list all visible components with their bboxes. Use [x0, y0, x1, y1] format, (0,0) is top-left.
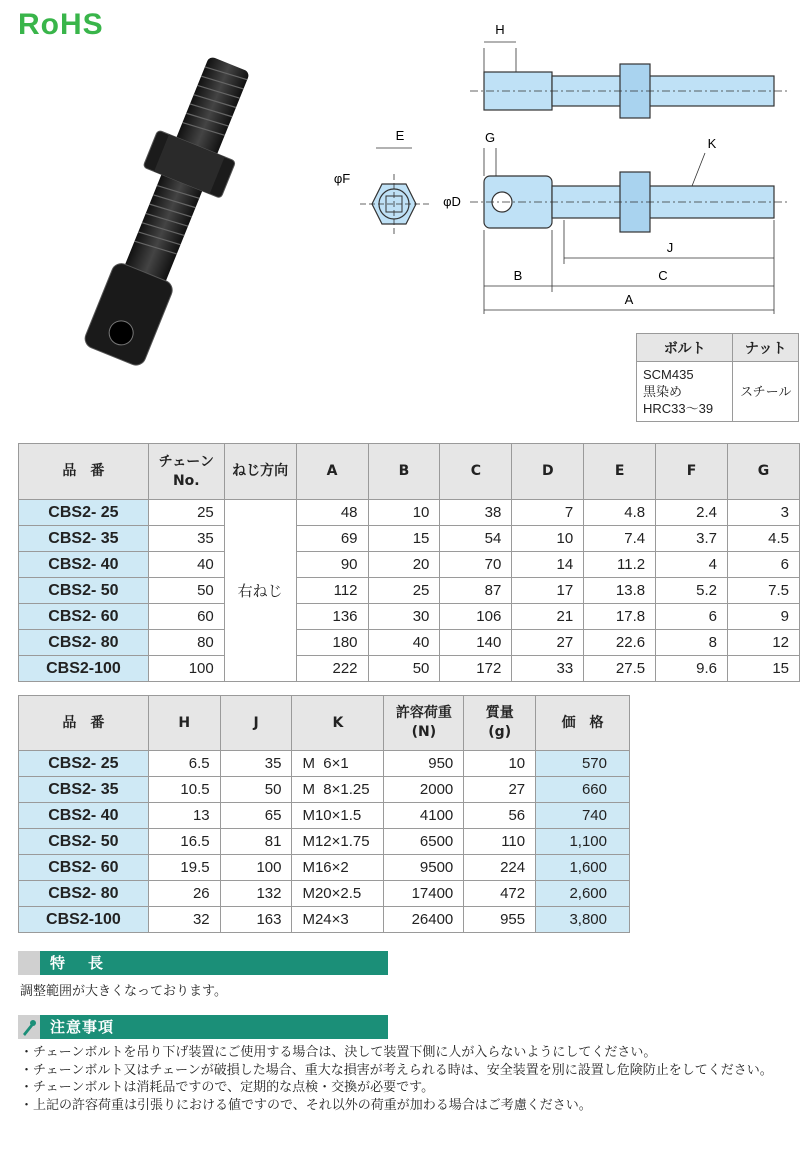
material-header-bolt: ボルト [637, 334, 733, 362]
dim-A: 48 [296, 500, 368, 526]
thread-K: M20×2.5 [292, 881, 384, 907]
table-row [19, 578, 800, 604]
price: 570 [536, 751, 630, 777]
cautions-heading: 注意事項 [18, 1015, 388, 1039]
label-E: E [395, 128, 405, 143]
dim-D: 7 [512, 500, 584, 526]
allowable-load: 2000 [384, 777, 464, 803]
dim-G: 4.5 [728, 526, 800, 552]
part-no: CBS2- 50 [19, 578, 149, 604]
dim-B: 20 [368, 552, 440, 578]
rohs-logo: RoHS [18, 8, 104, 41]
mass: 56 [464, 803, 536, 829]
allowable-load: 950 [384, 751, 464, 777]
chain-no: 80 [148, 630, 224, 656]
price: 1,600 [536, 855, 630, 881]
label-K: K [707, 136, 717, 151]
dim-E: 17.8 [584, 604, 656, 630]
col2-part-no: 品 番 [19, 696, 149, 751]
dim-A: 112 [296, 578, 368, 604]
caution-item: ・ チェーンボルト又はチェーンが破損した場合、重大な損害が考えられる時は、安全装置を別に設置し危険防止をしてください。 [20, 1062, 805, 1080]
dim-G: 3 [728, 500, 800, 526]
dim-A: 180 [296, 630, 368, 656]
price: 3,800 [536, 907, 630, 933]
dim-A: 136 [296, 604, 368, 630]
dim-H: 26 [148, 881, 220, 907]
thread-K: M 6×1 [292, 751, 384, 777]
col-part-no: 品 番 [19, 444, 149, 500]
label-phiF: φF [333, 171, 351, 186]
part-no: CBS2- 50 [19, 829, 149, 855]
features-heading: 特 長 [18, 951, 388, 975]
table-row [19, 751, 630, 777]
table-row [19, 855, 630, 881]
dim-C: 87 [440, 578, 512, 604]
table-row [19, 777, 630, 803]
col-C: C [440, 444, 512, 500]
dim-A: 90 [296, 552, 368, 578]
part-no: CBS2- 80 [19, 881, 149, 907]
part-no: CBS2- 35 [19, 777, 149, 803]
dim-G: 7.5 [728, 578, 800, 604]
table-row [19, 604, 800, 630]
dim-D: 14 [512, 552, 584, 578]
col-B: B [368, 444, 440, 500]
dim-J: 132 [220, 881, 292, 907]
chain-no: 100 [148, 656, 224, 682]
dim-E: 13.8 [584, 578, 656, 604]
table-row [19, 526, 800, 552]
dim-D: 27 [512, 630, 584, 656]
col2-H: H [148, 696, 220, 751]
dim-J: 35 [220, 751, 292, 777]
chain-no: 25 [148, 500, 224, 526]
dim-A: 222 [296, 656, 368, 682]
dim-J: 50 [220, 777, 292, 803]
features-text: 調整範囲が大きくなっております。 [20, 984, 227, 999]
table-row [19, 829, 630, 855]
dim-H: 13 [148, 803, 220, 829]
thread-K: M10×1.5 [292, 803, 384, 829]
thread-K: M 8×1.25 [292, 777, 384, 803]
table-row [19, 907, 630, 933]
dim-G: 6 [728, 552, 800, 578]
thread-direction: 右ねじ [224, 500, 296, 682]
dim-B: 40 [368, 630, 440, 656]
thread-K: M12×1.75 [292, 829, 384, 855]
col2-load: 許容荷重 (N) [384, 696, 464, 751]
dim-F: 2.4 [656, 500, 728, 526]
mass: 955 [464, 907, 536, 933]
dimension-table [18, 443, 800, 682]
thread-K: M24×3 [292, 907, 384, 933]
end-view [360, 148, 430, 234]
dim-C: 70 [440, 552, 512, 578]
col2-K: K [292, 696, 384, 751]
dim-B: 10 [368, 500, 440, 526]
table-row [19, 656, 800, 682]
top-view [470, 42, 790, 118]
dim-D: 10 [512, 526, 584, 552]
chain-no: 50 [148, 578, 224, 604]
dim-C: 54 [440, 526, 512, 552]
part-no: CBS2- 80 [19, 630, 149, 656]
part-no: CBS2- 60 [19, 604, 149, 630]
label-J: J [666, 240, 674, 255]
mass: 472 [464, 881, 536, 907]
dim-B: 25 [368, 578, 440, 604]
dim-J: 65 [220, 803, 292, 829]
dim-A: 69 [296, 526, 368, 552]
part-no: CBS2- 35 [19, 526, 149, 552]
table-row [19, 630, 800, 656]
dim-E: 11.2 [584, 552, 656, 578]
caution-item: ・ チェーンボルトは消耗品ですので、定期的な点検・交換が必要です。 [20, 1079, 805, 1097]
dim-B: 30 [368, 604, 440, 630]
dim-E: 22.6 [584, 630, 656, 656]
table-row [19, 552, 800, 578]
chain-no: 40 [148, 552, 224, 578]
product-photo [28, 52, 298, 382]
dim-F: 3.7 [656, 526, 728, 552]
allowable-load: 26400 [384, 907, 464, 933]
dim-E: 7.4 [584, 526, 656, 552]
dim-J: 81 [220, 829, 292, 855]
dim-F: 5.2 [656, 578, 728, 604]
col-E: E [584, 444, 656, 500]
label-H: H [495, 22, 505, 37]
price: 660 [536, 777, 630, 803]
dim-H: 19.5 [148, 855, 220, 881]
dim-C: 172 [440, 656, 512, 682]
col-thread-dir: ねじ方向 [224, 444, 296, 500]
dim-G: 15 [728, 656, 800, 682]
thread-K: M16×2 [292, 855, 384, 881]
dim-E: 27.5 [584, 656, 656, 682]
caution-item: ・ 上記の許容荷重は引張りにおける値ですので、それ以外の荷重が加わる場合はご考慮ください。 [20, 1097, 805, 1115]
dim-H: 32 [148, 907, 220, 933]
material-nut: スチール [733, 362, 799, 422]
dim-E: 4.8 [584, 500, 656, 526]
dim-F: 8 [656, 630, 728, 656]
price: 1,100 [536, 829, 630, 855]
mass: 10 [464, 751, 536, 777]
label-G: G [484, 130, 496, 145]
col-A: A [296, 444, 368, 500]
table-row [19, 803, 630, 829]
part-no: CBS2-100 [19, 656, 149, 682]
dim-B: 50 [368, 656, 440, 682]
col2-price: 価 格 [536, 696, 630, 751]
dim-D: 21 [512, 604, 584, 630]
dim-G: 9 [728, 604, 800, 630]
dim-D: 17 [512, 578, 584, 604]
wrench-icon [18, 1015, 40, 1039]
allowable-load: 6500 [384, 829, 464, 855]
dim-H: 10.5 [148, 777, 220, 803]
material-table [636, 333, 799, 422]
mass: 110 [464, 829, 536, 855]
dim-C: 38 [440, 500, 512, 526]
mass: 27 [464, 777, 536, 803]
dim-J: 100 [220, 855, 292, 881]
part-no: CBS2- 60 [19, 855, 149, 881]
allowable-load: 4100 [384, 803, 464, 829]
col2-J: J [220, 696, 292, 751]
dim-B: 15 [368, 526, 440, 552]
label-phiD: φD [443, 194, 461, 209]
spec-table [18, 695, 630, 933]
caution-item: ・ チェーンボルトを吊り下げ装置にご使用する場合は、決して装置下側に人が入らないようにしてください。 [20, 1044, 805, 1062]
allowable-load: 9500 [384, 855, 464, 881]
dim-H: 6.5 [148, 751, 220, 777]
mass: 224 [464, 855, 536, 881]
dim-C: 106 [440, 604, 512, 630]
col-G: G [728, 444, 800, 500]
col-D: D [512, 444, 584, 500]
dim-J: 163 [220, 907, 292, 933]
table-row [19, 881, 630, 907]
part-no: CBS2- 40 [19, 803, 149, 829]
label-B: B [513, 268, 523, 283]
cautions-list [20, 1044, 805, 1114]
price: 2,600 [536, 881, 630, 907]
dim-F: 4 [656, 552, 728, 578]
part-no: CBS2- 40 [19, 552, 149, 578]
allowable-load: 17400 [384, 881, 464, 907]
price: 740 [536, 803, 630, 829]
dim-H: 16.5 [148, 829, 220, 855]
part-no: CBS2- 25 [19, 500, 149, 526]
dim-G: 12 [728, 630, 800, 656]
col2-mass: 質量 (g) [464, 696, 536, 751]
chain-no: 35 [148, 526, 224, 552]
dim-F: 9.6 [656, 656, 728, 682]
dim-F: 6 [656, 604, 728, 630]
label-A: A [624, 292, 634, 307]
part-no: CBS2- 25 [19, 751, 149, 777]
technical-drawing [320, 8, 806, 328]
table-row [19, 500, 800, 526]
col-F: F [656, 444, 728, 500]
chain-no: 60 [148, 604, 224, 630]
part-no: CBS2-100 [19, 907, 149, 933]
dim-D: 33 [512, 656, 584, 682]
material-bolt: SCM435 黒染め HRC33～39 [637, 362, 733, 422]
material-header-nut: ナット [733, 334, 799, 362]
label-C: C [658, 268, 668, 283]
dim-C: 140 [440, 630, 512, 656]
side-view [470, 148, 790, 232]
col-chain-no: チェーン No. [148, 444, 224, 500]
